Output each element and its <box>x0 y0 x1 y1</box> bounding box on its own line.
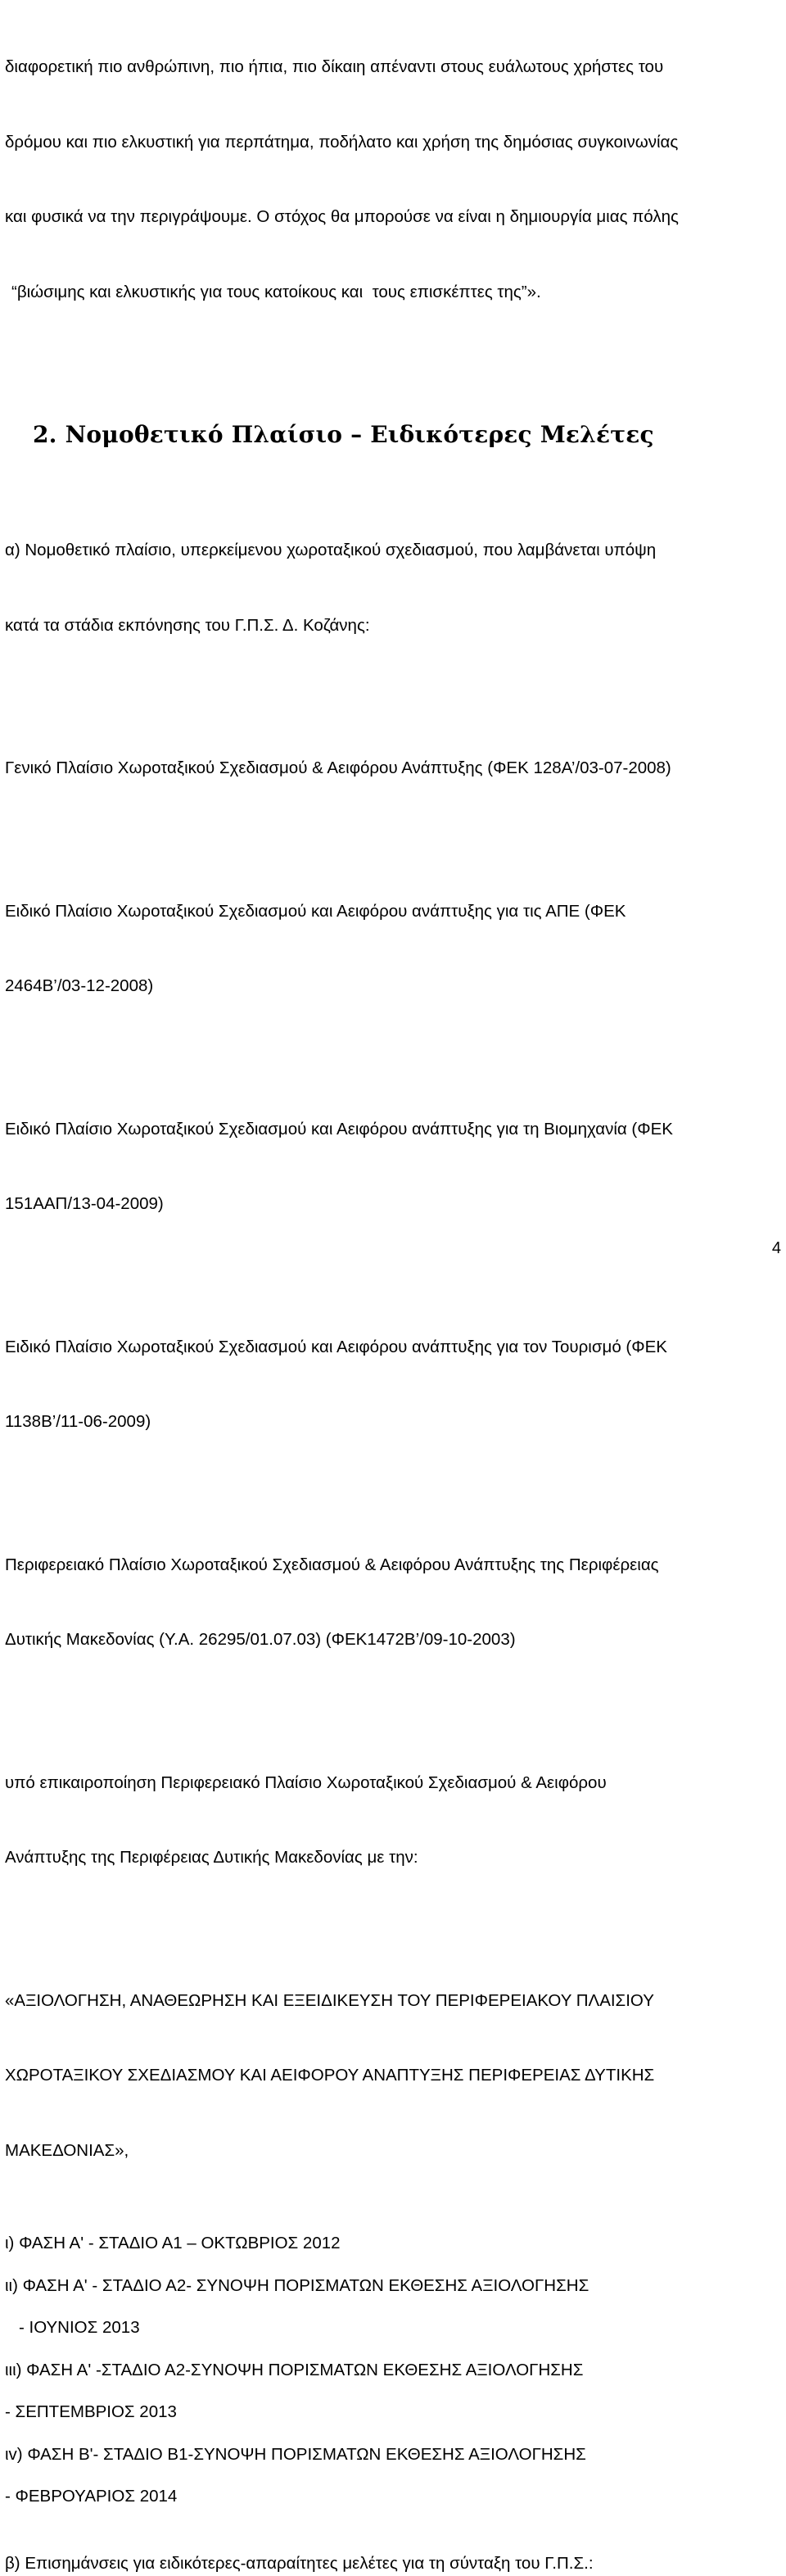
framework-line: Ειδικό Πλαίσιο Χωροταξικού Σχεδιασμού και Αειφόρου ανάπτυξης για τον Τουρισμό (ΦΕΚ <box>5 1335 766 1360</box>
phase-item: ιι) ΦΑΣΗ Α' - ΣΤΑΔΙΟ Α2- ΣΥΝΟΨΗ ΠΟΡΙΣΜΑΤΩΝ ΕΚΘΕΣΗΣ ΑΞΙΟΛΟΓΗΣΗΣ <box>5 2274 766 2299</box>
intro-line: δρόμου και πιο ελκυστική για περπάτημα, ποδήλατο και χρήση της δημόσιας συγκοινωνίας <box>5 130 766 156</box>
phase-item: ιιι) ΦΑΣΗ Α' -ΣΤΑΔΙΟ Α2-ΣΥΝΟΨΗ ΠΟΡΙΣΜΑΤΩΝ ΕΚΘΕΣΗΣ ΑΞΙΟΛΟΓΗΣΗΣ <box>5 2358 766 2384</box>
section-heading: 2. Νομοθετικό Πλαίσιο – Ειδικότερες Μελέτες <box>5 420 766 450</box>
framework-line: Ειδικό Πλαίσιο Χωροταξικού Σχεδιασμού και Αειφόρου ανάπτυξης για τη Βιομηχανία (ΦΕΚ <box>5 1117 766 1143</box>
phase-date: - ΣΕΠΤΕΜΒΡΙΟΣ 2013 <box>5 2400 766 2425</box>
section-b-intro: β) Επισημάνσεις για ειδικότερες-απαραίτητες μελέτες για τη σύνταξη του Γ.Π.Σ.: <box>5 2551 766 2576</box>
document-page <box>5 0 766 2576</box>
phase-item: ι) ΦΑΣΗ Α' - ΣΤΑΔΙΟ Α1 – ΟΚΤΩΒΡΙΟΣ 2012 <box>5 2231 766 2257</box>
project-title-line: ΜΑΚΕΔΟΝΙΑΣ», <box>5 2139 766 2164</box>
section-a-line: α) Νομοθετικό πλαίσιο, υπερκείμενου χωροταξικού σχεδιασμού, που λαμβάνεται υπόψη <box>5 538 766 564</box>
project-title-line: «ΑΞΙΟΛΟΓΗΣΗ, ΑΝΑΘΕΩΡΗΣΗ ΚΑΙ ΕΞΕΙΔΙΚΕΥΣΗ ΤΟΥ ΠΕΡΙΦΕΡΕΙΑΚΟΥ ΠΛΑΙΣΙΟΥ <box>5 1989 766 2014</box>
project-title-line: ΧΩΡΟΤΑΞΙΚΟΥ ΣΧΕΔΙΑΣΜΟΥ ΚΑΙ ΑΕΙΦΟΡΟΥ ΑΝΑΠΤΥΞΗΣ ΠΕΡΙΦΕΡΕΙΑΣ ΔΥΤΙΚΗΣ <box>5 2063 766 2089</box>
revision-paragraph <box>5 1721 766 1921</box>
framework-line: 1138Β’/11-06-2009) <box>5 1410 766 1435</box>
project-title <box>5 1939 766 2214</box>
phase-date: - ΙΟΥΝΙΟΣ 2013 <box>5 2316 766 2341</box>
revision-line: υπό επικαιροποίηση Περιφερειακό Πλαίσιο Χωροταξικού Σχεδιασμού & Αειφόρου <box>5 1771 766 1796</box>
framework-item <box>5 849 766 1049</box>
framework-item <box>5 1285 766 1485</box>
framework-line: Ειδικό Πλαίσιο Χωροταξικού Σχεδιασμού και Αειφόρου ανάπτυξης για τις ΑΠΕ (ΦΕΚ <box>5 899 766 925</box>
phase-item: ιv) ΦΑΣΗ Β'- ΣΤΑΔΙΟ Β1-ΣΥΝΟΨΗ ΠΟΡΙΣΜΑΤΩΝ ΕΚΘΕΣΗΣ ΑΞΙΟΛΟΓΗΣΗΣ <box>5 2442 766 2468</box>
intro-line: διαφορετική πιο ανθρώπινη, πιο ήπια, πιο δίκαιη απέναντι στους ευάλωτους χρήστες του <box>5 55 766 80</box>
framework-item <box>5 1067 766 1267</box>
framework-line: 151ΑΑΠ/13-04-2009) <box>5 1192 766 1217</box>
intro-line: “βιώσιμης και ελκυστικής για τους κατοίκους και τους επισκέπτες της”». <box>5 280 766 306</box>
page-number: 4 <box>772 1238 781 1258</box>
section-a-line: κατά τα στάδια εκπόνησης του Γ.Π.Σ. Δ. Κοζάνης: <box>5 613 766 639</box>
framework-item <box>5 1503 766 1703</box>
framework-line: Περιφερειακό Πλαίσιο Χωροταξικού Σχεδιασμού & Αειφόρου Ανάπτυξης της Περιφέρειας <box>5 1553 766 1578</box>
phase-date: - ΦΕΒΡΟΥΑΡΙΟΣ 2014 <box>5 2484 766 2510</box>
section-a-intro <box>5 488 766 688</box>
framework-item <box>5 706 766 831</box>
revision-line: Ανάπτυξης της Περιφέρειας Δυτικής Μακεδονίας με την: <box>5 1845 766 1871</box>
intro-line: και φυσικά να την περιγράψουμε. Ο στόχος θα μπορούσε να είναι η δημιουργία μιας πόλης <box>5 205 766 230</box>
intro-paragraph <box>5 5 766 355</box>
framework-line: Γενικό Πλαίσιο Χωροταξικού Σχεδιασμού & Αειφόρου Ανάπτυξης (ΦΕΚ 128Α’/03-07-2008) <box>5 756 766 781</box>
framework-line: Δυτικής Μακεδονίας (Υ.Α. 26295/01.07.03) (ΦΕΚ1472Β’/09-10-2003) <box>5 1628 766 1653</box>
framework-line: 2464Β’/03-12-2008) <box>5 974 766 999</box>
